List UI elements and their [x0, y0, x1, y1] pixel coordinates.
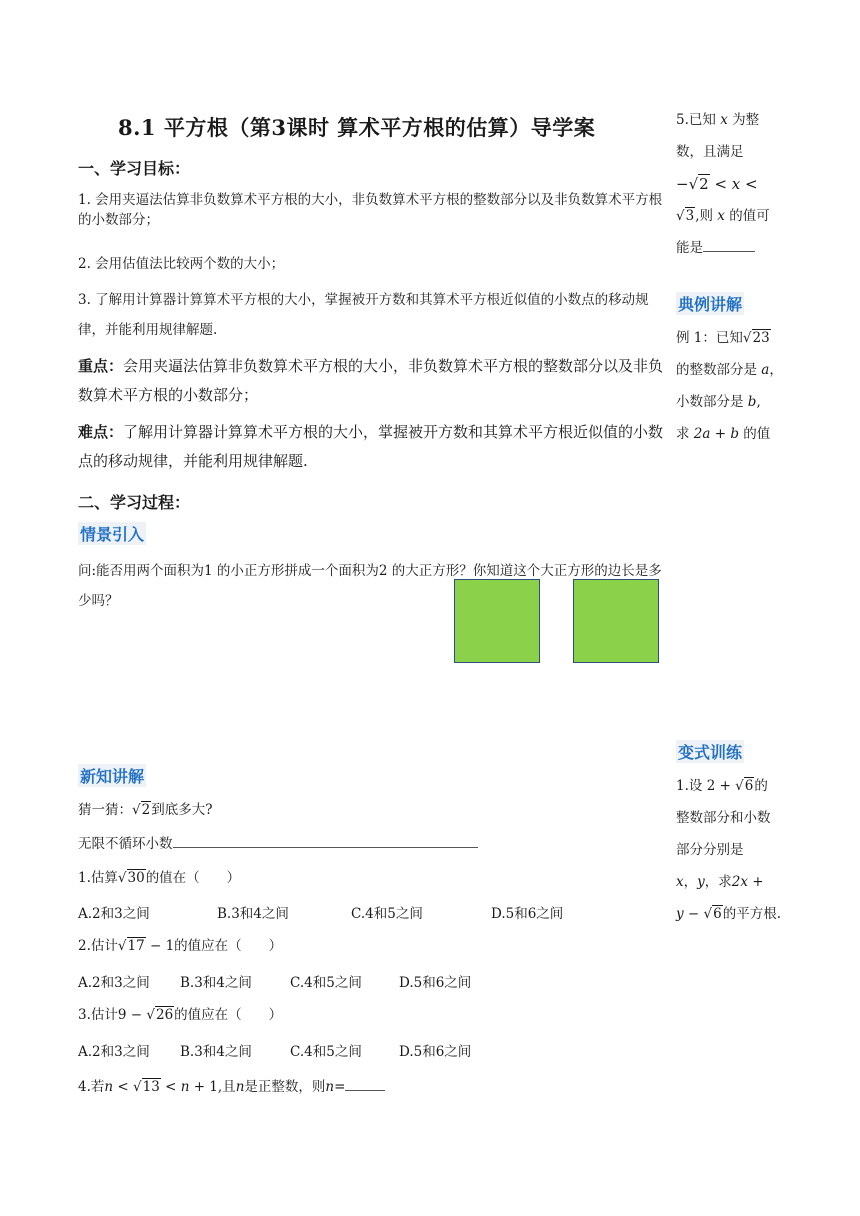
- sqrt-26: √26: [146, 1007, 174, 1023]
- variant-1: 1.设 2 + √6的 整数部分和小数 部分分别是 x，y，求2x + y − √6的平方根.: [676, 778, 782, 922]
- guess-line: [78, 800, 212, 820]
- scene-question: 问:能否用两个面积为1 的小正方形拼成一个面积为2 的大正方形？你知道这个大正方形的边长是多少吗？: [78, 563, 662, 609]
- q4-blank: [345, 1090, 385, 1091]
- answer-blank: [173, 847, 478, 848]
- infinite-text: 无限不循环小数: [78, 836, 173, 852]
- guess-prefix: 猜一猜：: [78, 802, 132, 818]
- variant-label: 变式训练: [676, 740, 744, 763]
- sqrt-17: √17: [117, 938, 145, 954]
- q5-blank: [703, 251, 755, 252]
- q1-option-b: B.3和4之间: [217, 906, 289, 922]
- question-1: 1.估算√30的值在（ ）: [78, 870, 241, 886]
- example-1: 例 1：已知√23 的整数部分是 a， 小数部分是 b, 求 2a + b 的值: [676, 330, 783, 442]
- q2-option-a: A.2和3之间: [78, 975, 150, 991]
- question-4: 4.若n < √13 < n + 1,且n是正整数，则n=: [78, 1077, 385, 1097]
- small-square-right: [573, 579, 659, 663]
- page-title: 8.1 平方根（第3课时 算术平方根的估算）导学案: [118, 115, 596, 140]
- goal-3: 3. 了解用计算器计算算术平方根的大小，掌握被开方数和其算术平方根近似值的小数点的移动规律，并能利用规律解题.: [78, 292, 649, 338]
- goal-2: 2. 会用估值法比较两个数的大小；: [78, 256, 285, 272]
- q1-option-d: D.5和6之间: [491, 906, 564, 922]
- question-2: 2.估计√17 − 1的值应在（ ）: [78, 938, 283, 954]
- q2-option-d: D.5和6之间: [399, 975, 472, 991]
- diff-text: 了解用计算器计算算术平方根的大小，掌握被开方数和其算术平方根近似值的小数点的移动规律，并能利用规律解题.: [78, 423, 664, 470]
- q2-option-b: B.3和4之间: [180, 975, 252, 991]
- goal-1: 1. 会用夹逼法估算非负数算术平方根的大小，非负数算术平方根的整数部分以及非负数算术平方根的小数部分；: [78, 192, 663, 228]
- q1-option-a: A.2和3之间: [78, 906, 150, 922]
- example-label: 典例讲解: [676, 292, 744, 315]
- infinite-line: [78, 834, 478, 854]
- section2-heading: 二、学习过程：: [78, 493, 191, 512]
- key-text: 会用夹逼法估算非负数算术平方根的大小，非负数算术平方根的整数部分以及非负数算术平方根的小数部分；: [78, 357, 664, 404]
- q3-option-d: D.5和6之间: [399, 1044, 472, 1060]
- q3-option-c: C.4和5之间: [290, 1044, 362, 1060]
- question-3: 3.估计9 − √26的值应在（ ）: [78, 1007, 283, 1023]
- q3-option-a: A.2和3之间: [78, 1044, 150, 1060]
- guess-suffix: 到底多大?: [151, 802, 213, 818]
- q3-option-b: B.3和4之间: [180, 1044, 252, 1060]
- scene-label: 情景引入: [78, 522, 146, 545]
- diff-label: 难点：: [78, 423, 124, 441]
- sqrt-2: √2: [132, 802, 151, 818]
- q2-option-c: C.4和5之间: [290, 975, 362, 991]
- q1-option-c: C.4和5之间: [351, 906, 423, 922]
- sqrt-13: √13: [133, 1079, 160, 1095]
- side-question-5: 5.已知 x 为整 数，且满足 −√2 < x < √3,则 x 的值可 能是: [676, 112, 770, 256]
- sqrt-30: √30: [117, 870, 145, 886]
- key-point: [78, 352, 674, 410]
- small-square-left: [454, 579, 540, 663]
- key-label: 重点：: [78, 357, 124, 375]
- newknow-label: 新知讲解: [78, 764, 146, 787]
- section1-heading: 一、学习目标：: [78, 159, 191, 178]
- difficult-point: [78, 418, 674, 476]
